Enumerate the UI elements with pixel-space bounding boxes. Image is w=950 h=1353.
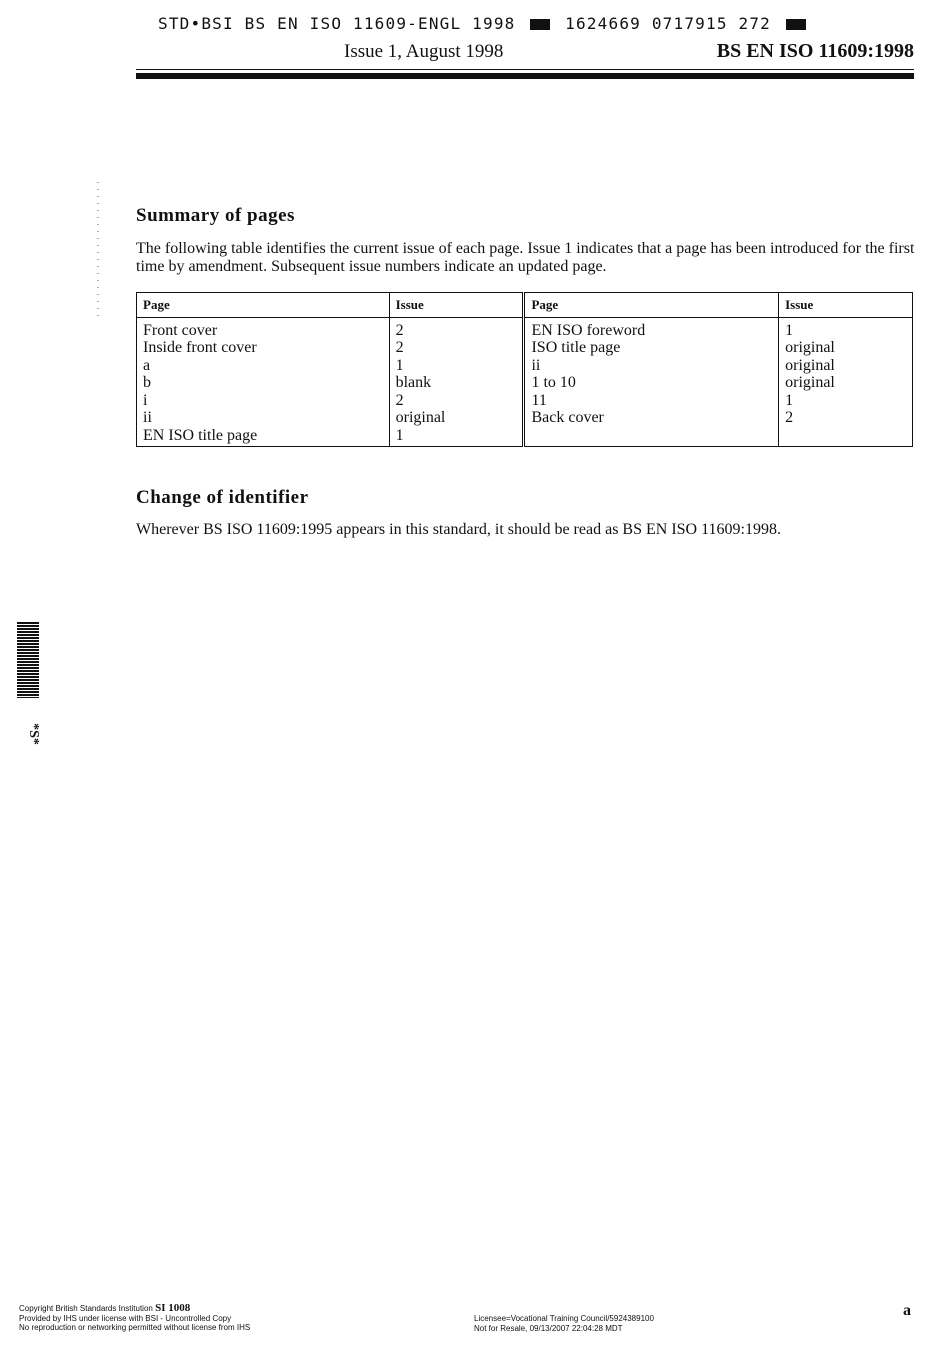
page-cell: [524, 427, 779, 447]
side-mark: *S*: [25, 723, 41, 745]
issue-cell: 1: [779, 317, 913, 339]
footer-line: No reproduction or networking permitted without license from IHS: [19, 1323, 251, 1332]
table-row: [137, 339, 913, 357]
footer-stamp: SI 1008: [155, 1302, 191, 1314]
ocr-standard-code: STD•BSI BS EN ISO 11609-ENGL 1998: [158, 14, 516, 33]
col-header-issue: Issue: [389, 293, 524, 318]
page-cell: EN ISO foreword: [524, 317, 779, 339]
col-header-page: Page: [137, 293, 390, 318]
issue-cell: 2: [389, 392, 524, 410]
page-cell: Inside front cover: [137, 339, 390, 357]
page-number: a: [903, 1302, 911, 1319]
table-header-row: [137, 293, 913, 318]
issue-cell: 2: [779, 409, 913, 427]
issue-cell: 1: [389, 427, 524, 447]
issue-cell: blank: [389, 374, 524, 392]
footer-line: Provided by IHS under license with BSI - Uncontrolled Copy: [19, 1313, 232, 1323]
table-row: [137, 357, 913, 375]
issue-cell: original: [779, 339, 913, 357]
page-cell: Front cover: [137, 317, 390, 339]
footer-copyright-text: Copyright British Standards Institution: [19, 1304, 153, 1313]
issue-cell: 2: [389, 317, 524, 339]
page-cell: b: [137, 374, 390, 392]
footer-licensee: [474, 1314, 654, 1333]
ocr-block-mark: [786, 19, 806, 30]
change-heading: Change of identifier: [136, 487, 309, 508]
change-text: Wherever BS ISO 11609:1995 appears in this standard, it should be read as BS EN ISO 11609:1998.: [136, 521, 781, 538]
table-row: [137, 317, 913, 339]
page-cell: EN ISO title page: [137, 427, 390, 447]
issue-cell: 1: [389, 357, 524, 375]
page-cell: i: [137, 392, 390, 410]
summary-intro: The following table identifies the current issue of each page. Issue 1 indicates that a page has been introduced for the first time by amendment. Subsequent issue numbers indicate an updated page.: [136, 240, 915, 275]
footer-copyright: [19, 1304, 250, 1333]
page-cell: 1 to 10: [524, 374, 779, 392]
ocr-header-line: [158, 14, 810, 33]
page-cell: Back cover: [524, 409, 779, 427]
footer-line: [19, 1304, 250, 1314]
header-rule-thin: [136, 69, 914, 70]
header-rule-thick: [136, 73, 914, 79]
col-header-issue: Issue: [779, 293, 913, 318]
ocr-numeric-code: 1624669 0717915 272: [565, 14, 771, 33]
table-row: [137, 374, 913, 392]
issue-cell: original: [389, 409, 524, 427]
page-cell: 11: [524, 392, 779, 410]
table-row: [137, 427, 913, 447]
summary-table: [136, 292, 913, 447]
page-cell: ISO title page: [524, 339, 779, 357]
barcode: [17, 622, 39, 698]
page-cell: ii: [524, 357, 779, 375]
issue-cell: [779, 427, 913, 447]
issue-cell: 1: [779, 392, 913, 410]
issue-cell: original: [779, 374, 913, 392]
page-cell: a: [137, 357, 390, 375]
margin-dots: [97, 182, 99, 322]
issue-cell: original: [779, 357, 913, 375]
standard-identifier: BS EN ISO 11609:1998: [716, 40, 914, 62]
summary-heading: Summary of pages: [136, 205, 295, 226]
issue-date: Issue 1, August 1998: [344, 41, 504, 62]
issue-cell: 2: [389, 339, 524, 357]
footer-line: Not for Resale, 09/13/2007 22:04:28 MDT: [474, 1323, 623, 1333]
col-header-page: Page: [524, 293, 779, 318]
page-cell: ii: [137, 409, 390, 427]
footer-line: Licensee=Vocational Training Council/5924389100: [474, 1314, 654, 1323]
table-row: [137, 409, 913, 427]
table-row: [137, 392, 913, 410]
ocr-block-mark: [530, 19, 550, 30]
